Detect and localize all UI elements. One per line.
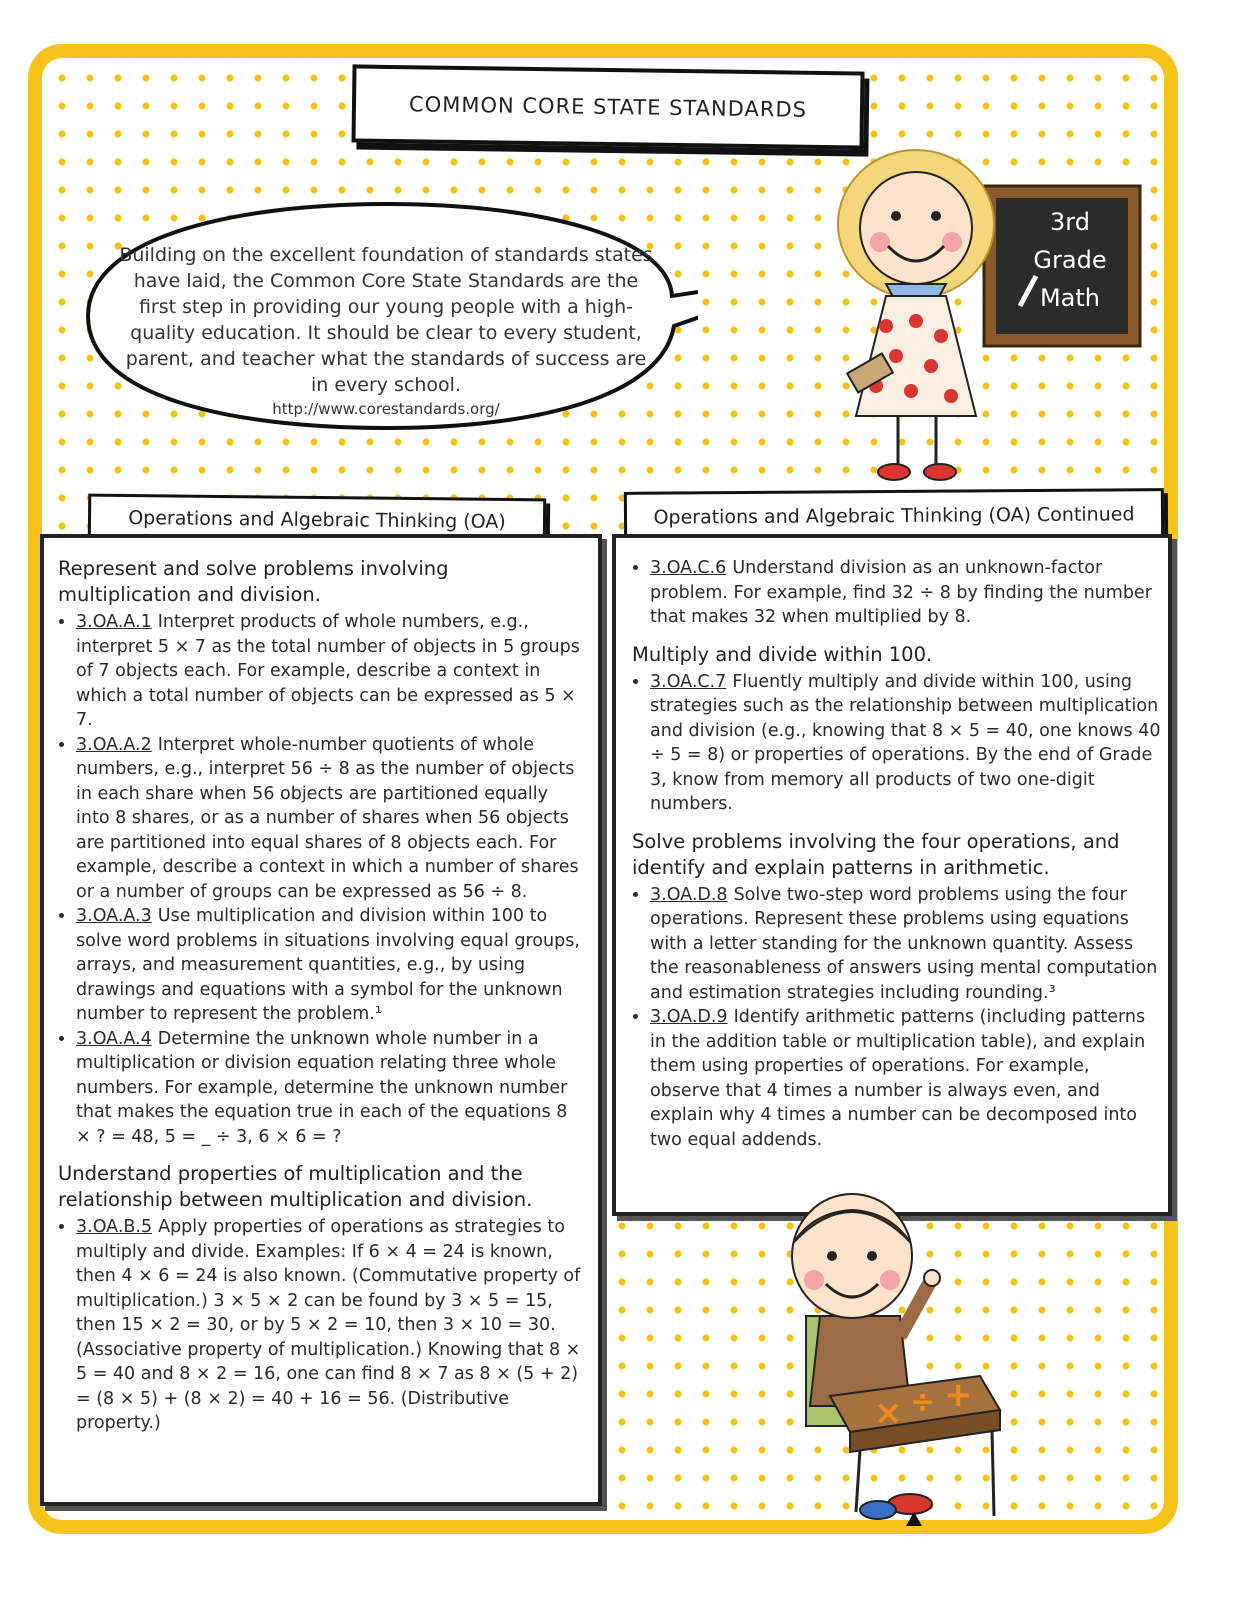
quote-text: Building on the excellent foundation of standards states have laid, the Common Core State Standards are the first step in providing our young people with a high-quality education. It should be clear to every student, parent, and teacher what the standards of success are in every school.	[119, 244, 653, 396]
section-spacer	[632, 630, 1162, 642]
standard-text: Fluently multiply and divide within 100, using strategies such as the relationship between multiplication and division (e.g., knowing that 8 × 5 = 40, one knows 40 ÷ 5 = 8) or properties of operations. By the end of Grade 3, know from memory all products of two one-digit numbers.	[650, 671, 1161, 814]
standard-code[interactable]: 3.OA.B.5	[76, 1217, 153, 1237]
standard-text: Use multiplication and division within 100 to solve word problems in situations involving equal groups, arrays, and measurement quantities, e.g., by using drawings and equations with a symbol for the unknown number to represent the problem.¹	[76, 906, 580, 1024]
standards-list	[58, 610, 586, 1149]
left-panel-title: Operations and Algebraic Thinking (OA)	[128, 507, 506, 533]
student-clipart	[770, 1186, 1020, 1526]
standard-code[interactable]: 3.OA.C.6	[650, 558, 727, 578]
standard-text: Identify arithmetic patterns (including patterns in the addition table or multiplication table), and explain them using properties of operations. For example, observe that 4 times a number is always even, and explain why 4 times a number can be decomposed into two equal addends.	[650, 1007, 1146, 1150]
svg-text:×: ×	[874, 1393, 903, 1433]
teacher-clipart	[836, 146, 1156, 486]
page-title	[351, 64, 864, 149]
standard-text: Solve two-step word problems using the four operations. Represent these problems using equations with a letter standing for the unknown quantity. Assess the reasonableness of answers using mental computation and estimation strategies including rounding.³	[650, 884, 1158, 1003]
list-item	[76, 904, 586, 1027]
page-title-text: COMMON CORE STATE STANDARDS	[408, 92, 808, 122]
standard-code[interactable]: 3.OA.D.8	[650, 884, 728, 905]
standard-text: Understand division as an unknown-factor problem. For example, find 32 ÷ 8 by finding the number that makes 32 when multiplied by 8.	[650, 558, 1152, 627]
standards-list	[632, 883, 1162, 1153]
list-item	[650, 670, 1162, 817]
quote-text-block	[116, 242, 656, 420]
standards-list	[632, 670, 1162, 817]
left-panel-content	[58, 556, 586, 1436]
list-item	[76, 1027, 586, 1150]
standard-text: Apply properties of operations as strategies to multiply and divide. Examples: If 6 × 4 = 24 is known, then 4 × 6 = 24 is also known. (Commutative property of multiplication.) 3 × 5 × 2 can be found by 3 × 5 = 15, then 15 × 2 = 30, or by 5 × 2 = 10, then 3 × 10 = 30. (Associative property of multiplication.) Knowing that 8 × 5 = 40 and 8 × 2 = 16, one can find 8 × 7 as 8 × (5 + 2) = (8 × 5) + (8 × 2) = 40 + 16 = 56. (Distributive property.)	[76, 1217, 581, 1433]
list-item	[76, 733, 586, 905]
standard-text: Interpret products of whole numbers, e.g., interpret 5 × 7 as the total number of objects in 5 groups of 7 objects each. For example, describe a context in which a total number of objects can be expressed as 5 × 7.	[76, 612, 580, 730]
standard-code[interactable]: 3.OA.C.7	[650, 671, 727, 692]
standard-text: Determine the unknown whole number in a multiplication or division equation relating three whole numbers. For example, determine the unknown number that makes the equation true in each of the equations 8 × ? = 48, 5 = _ ÷ 3, 6 × 6 = ?	[76, 1028, 568, 1147]
standard-code[interactable]: 3.OA.A.3	[76, 906, 152, 926]
speech-bubble	[76, 196, 698, 436]
list-item	[650, 1005, 1162, 1152]
standards-list	[58, 1215, 586, 1436]
section-spacer	[58, 1149, 586, 1161]
section-heading: Understand properties of multiplication and the relationship between multiplication and division.	[58, 1162, 533, 1211]
standard-code[interactable]: 3.OA.A.4	[76, 1028, 152, 1049]
quote-source-link[interactable]: http://www.corestandards.org/	[272, 400, 500, 418]
list-item	[650, 556, 1162, 630]
list-item	[76, 1215, 586, 1436]
student-illustration	[770, 1186, 1020, 1526]
svg-text:+: +	[944, 1375, 973, 1415]
section-heading: Solve problems involving the four operations, and identify and explain patterns in arithmetic.	[632, 829, 1120, 879]
chalkboard-line-3: Math	[1039, 284, 1101, 312]
right-panel-content	[632, 556, 1162, 1152]
standard-code[interactable]: 3.OA.A.2	[76, 734, 152, 755]
standard-text: Interpret whole-number quotients of whole numbers, e.g., interpret 56 ÷ 8 as the number of objects in each share when 56 objects are partitioned equally into 8 shares, or as a number of shares when 56 objects are partitioned into equal shares of 8 objects each. For example, describe a context in which a number of shares or a number of groups can be expressed as 56 ÷ 8.	[76, 734, 579, 902]
chalkboard-line-2: Grade	[1033, 246, 1107, 274]
section-heading: Represent and solve problems involving multiplication and division.	[58, 557, 449, 606]
chalkboard-line-1: 3rd	[1050, 208, 1090, 236]
right-panel-title: Operations and Algebraic Thinking (OA) Continued	[653, 503, 1135, 529]
list-item	[76, 610, 586, 733]
section-spacer	[632, 817, 1162, 829]
section-heading: Multiply and divide within 100.	[632, 642, 933, 666]
standards-list	[632, 556, 1162, 630]
svg-text:÷: ÷	[910, 1385, 936, 1420]
list-item	[650, 883, 1162, 1006]
standard-code[interactable]: 3.OA.A.1	[76, 612, 152, 632]
standard-code[interactable]: 3.OA.D.9	[650, 1007, 728, 1027]
teacher-illustration	[836, 146, 1156, 486]
